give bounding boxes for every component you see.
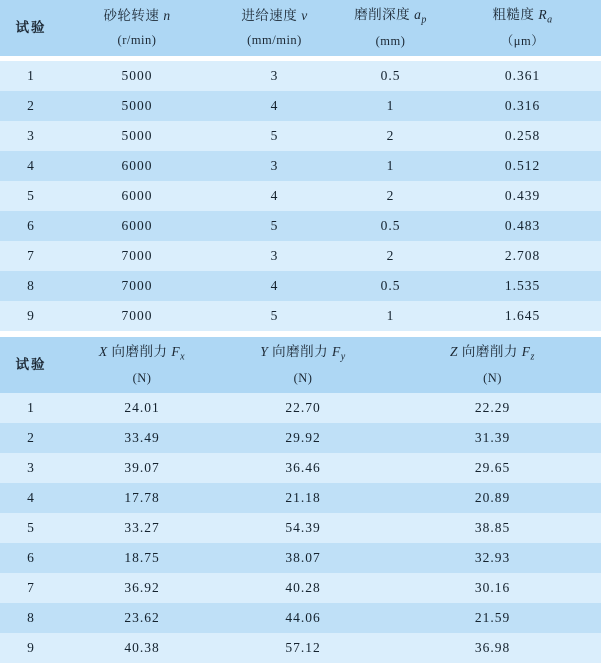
grinding-force-table <box>0 337 601 393</box>
cell-roughness: 1.645 <box>444 301 601 331</box>
cell-wheel-speed: 6000 <box>62 181 212 211</box>
table1-body <box>0 61 601 331</box>
experiment-parameters-table <box>0 0 601 56</box>
cell-wheel-speed: 5000 <box>62 121 212 151</box>
table2-header-fx-label: X 向磨削力 $F_x$ <box>98 343 186 363</box>
cell-trial: 6 <box>0 543 62 573</box>
cell-fz: 22.29 <box>384 393 601 423</box>
cell-wheel-speed: 5000 <box>62 61 212 91</box>
table-row <box>0 513 601 543</box>
cell-wheel-speed: 7000 <box>62 241 212 271</box>
cell-grind-depth: 1 <box>337 91 444 121</box>
table-row <box>0 543 601 573</box>
table1-header-grind-depth-unit: (mm) <box>375 34 406 49</box>
table1-header-roughness <box>444 0 601 56</box>
cell-feed-rate: 4 <box>212 91 337 121</box>
table2-header-fx <box>62 337 222 393</box>
table2-header-trial-label: 试验 <box>15 356 47 372</box>
table2-header-trial <box>0 337 62 393</box>
cell-grind-depth: 1 <box>337 301 444 331</box>
cell-trial: 1 <box>0 393 62 423</box>
cell-wheel-speed: 7000 <box>62 301 212 331</box>
cell-fy: 54.39 <box>222 513 384 543</box>
table1-header-wheel-speed-label: 砂轮转速 n <box>103 7 171 23</box>
cell-roughness: 0.316 <box>444 91 601 121</box>
cell-trial: 4 <box>0 151 62 181</box>
table1-header-feed-rate-label: 进给速度 v <box>241 7 308 23</box>
experiment-parameters-table-body <box>0 61 601 331</box>
cell-trial: 2 <box>0 91 62 121</box>
cell-grind-depth: 2 <box>337 241 444 271</box>
cell-fy: 44.06 <box>222 603 384 633</box>
table2-header-fy-unit: (N) <box>293 371 313 386</box>
cell-fy: 21.18 <box>222 483 384 513</box>
cell-fx: 33.49 <box>62 423 222 453</box>
experiment-parameters-table-wrapper <box>0 0 601 331</box>
table-row <box>0 633 601 663</box>
table-row <box>0 241 601 271</box>
table2-header-fz <box>384 337 601 393</box>
cell-roughness: 0.439 <box>444 181 601 211</box>
cell-grind-depth: 0.5 <box>337 61 444 91</box>
cell-fy: 38.07 <box>222 543 384 573</box>
cell-trial: 4 <box>0 483 62 513</box>
cell-feed-rate: 5 <box>212 211 337 241</box>
table1-header-wheel-speed-unit: (r/min) <box>117 32 157 47</box>
cell-fx: 23.62 <box>62 603 222 633</box>
table1-header-feed-rate-unit: (mm/min) <box>247 32 302 47</box>
cell-fz: 30.16 <box>384 573 601 603</box>
table1-header-row <box>0 0 601 56</box>
table-row <box>0 603 601 633</box>
table2-header-fz-unit: (N) <box>483 371 502 386</box>
table1-header-wheel-speed <box>62 0 212 56</box>
table2-header-fz-label: Z 向磨削力 $F_z$ <box>450 343 535 363</box>
cell-fx: 18.75 <box>62 543 222 573</box>
table-row <box>0 573 601 603</box>
table-row <box>0 91 601 121</box>
cell-fx: 39.07 <box>62 453 222 483</box>
table1-header-trial <box>0 0 62 56</box>
cell-fy: 29.92 <box>222 423 384 453</box>
table1-header-grind-depth-label: 磨削深度 $a_p$ <box>354 6 427 26</box>
table-row <box>0 423 601 453</box>
cell-feed-rate: 4 <box>212 181 337 211</box>
table-row <box>0 211 601 241</box>
grinding-force-table-body <box>0 393 601 663</box>
table2-header-fy-label: Y 向磨削力 $F_y$ <box>260 343 346 363</box>
cell-grind-depth: 1 <box>337 151 444 181</box>
table1-header-grind-depth <box>337 0 444 56</box>
table-row <box>0 483 601 513</box>
cell-grind-depth: 0.5 <box>337 211 444 241</box>
cell-wheel-speed: 5000 <box>62 91 212 121</box>
table-row <box>0 271 601 301</box>
table2-header-fx-unit: (N) <box>132 371 152 386</box>
cell-roughness: 2.708 <box>444 241 601 271</box>
cell-trial: 8 <box>0 271 62 301</box>
table-row <box>0 181 601 211</box>
cell-fz: 20.89 <box>384 483 601 513</box>
cell-roughness: 0.361 <box>444 61 601 91</box>
cell-grind-depth: 2 <box>337 181 444 211</box>
cell-trial: 7 <box>0 573 62 603</box>
table1-header-trial-label: 试验 <box>15 19 47 35</box>
cell-feed-rate: 5 <box>212 121 337 151</box>
cell-wheel-speed: 7000 <box>62 271 212 301</box>
cell-fx: 40.38 <box>62 633 222 663</box>
cell-fz: 38.85 <box>384 513 601 543</box>
table-row <box>0 393 601 423</box>
grinding-force-table-wrapper <box>0 337 601 663</box>
cell-trial: 2 <box>0 423 62 453</box>
cell-feed-rate: 5 <box>212 301 337 331</box>
cell-roughness: 0.512 <box>444 151 601 181</box>
cell-fy: 40.28 <box>222 573 384 603</box>
table-row <box>0 61 601 91</box>
cell-fz: 21.59 <box>384 603 601 633</box>
table2-header-row <box>0 337 601 393</box>
cell-roughness: 1.535 <box>444 271 601 301</box>
cell-trial: 7 <box>0 241 62 271</box>
table1-header-roughness-label: 粗糙度 $R_a$ <box>492 6 553 26</box>
cell-trial: 9 <box>0 301 62 331</box>
cell-fy: 22.70 <box>222 393 384 423</box>
cell-fx: 17.78 <box>62 483 222 513</box>
cell-roughness: 0.483 <box>444 211 601 241</box>
cell-trial: 9 <box>0 633 62 663</box>
cell-trial: 5 <box>0 513 62 543</box>
cell-fz: 29.65 <box>384 453 601 483</box>
cell-trial: 5 <box>0 181 62 211</box>
cell-grind-depth: 2 <box>337 121 444 151</box>
table-row <box>0 301 601 331</box>
cell-fy: 57.12 <box>222 633 384 663</box>
cell-trial: 1 <box>0 61 62 91</box>
cell-feed-rate: 4 <box>212 271 337 301</box>
cell-trial: 6 <box>0 211 62 241</box>
table1-header-roughness-unit: （μm） <box>500 34 545 49</box>
cell-fz: 31.39 <box>384 423 601 453</box>
cell-trial: 8 <box>0 603 62 633</box>
cell-feed-rate: 3 <box>212 151 337 181</box>
table2-header-fy <box>222 337 384 393</box>
cell-grind-depth: 0.5 <box>337 271 444 301</box>
cell-fz: 32.93 <box>384 543 601 573</box>
cell-feed-rate: 3 <box>212 61 337 91</box>
cell-wheel-speed: 6000 <box>62 211 212 241</box>
table-row <box>0 151 601 181</box>
cell-fz: 36.98 <box>384 633 601 663</box>
table2-body <box>0 393 601 663</box>
table-row <box>0 453 601 483</box>
cell-fx: 33.27 <box>62 513 222 543</box>
cell-roughness: 0.258 <box>444 121 601 151</box>
cell-wheel-speed: 6000 <box>62 151 212 181</box>
table1-header-feed-rate <box>212 0 337 56</box>
cell-fx: 36.92 <box>62 573 222 603</box>
cell-trial: 3 <box>0 453 62 483</box>
cell-feed-rate: 3 <box>212 241 337 271</box>
cell-trial: 3 <box>0 121 62 151</box>
table-row <box>0 121 601 151</box>
cell-fy: 36.46 <box>222 453 384 483</box>
cell-fx: 24.01 <box>62 393 222 423</box>
